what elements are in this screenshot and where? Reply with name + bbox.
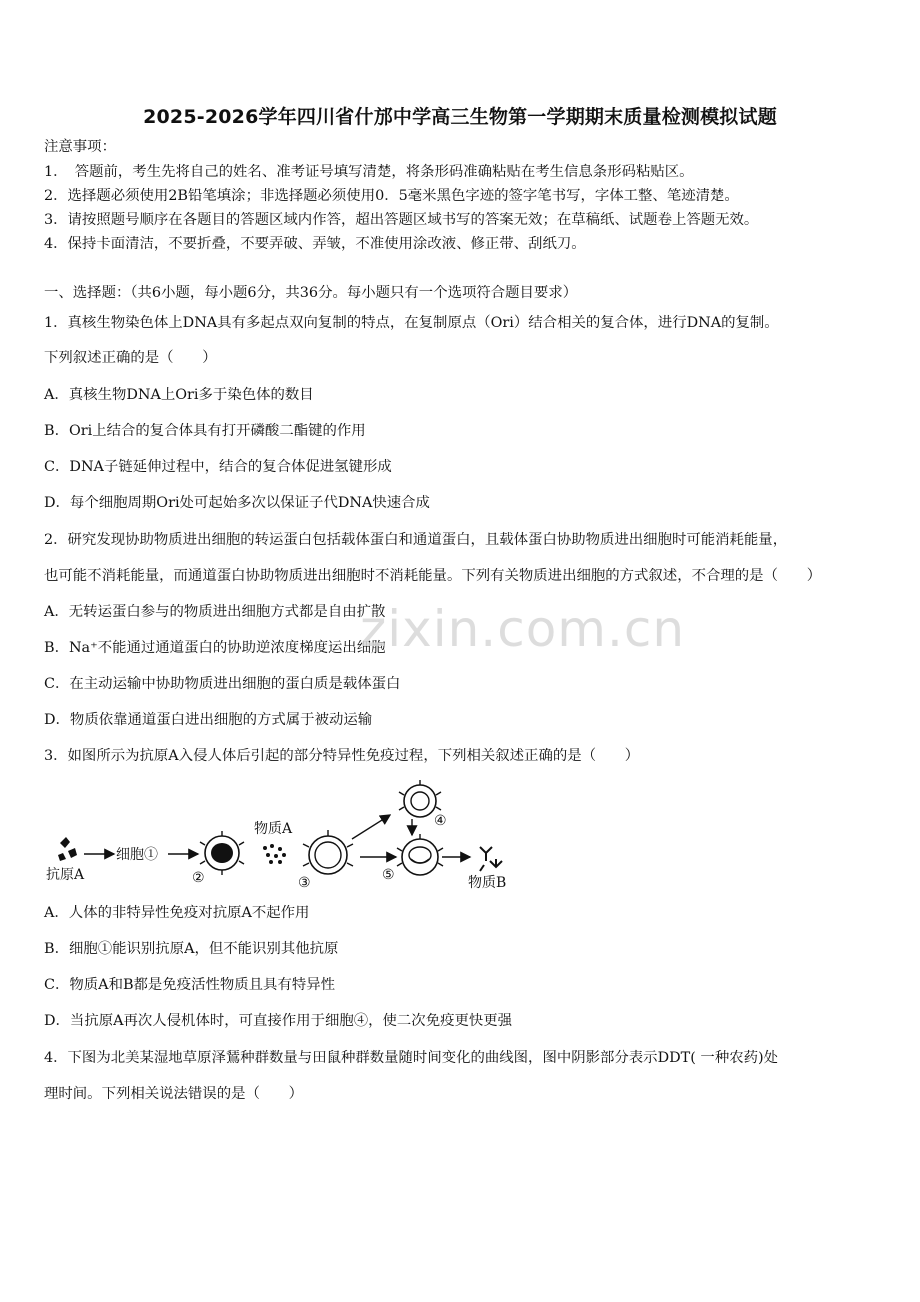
q1-stem-line-1: 1．真核生物染色体上DNA具有多起点双向复制的特点，在复制原点（Ori）结合相关的复合体，进行DNA的复制。 <box>44 315 779 331</box>
cell-5-icon <box>397 834 443 875</box>
page-title: 2025-2026学年四川省什邡中学高三生物第一学期期末质量检测模拟试题 <box>143 106 777 128</box>
cell-4-icon <box>399 780 441 817</box>
q2-stem-line-1: 2．研究发现协助物质进出细胞的转运蛋白包括载体蛋白和通道蛋白，且载体蛋白协助物质进出细胞时可能消耗能量， <box>44 532 788 548</box>
q3-option-c: C．物质A和B都是免疫活性物质且具有特异性 <box>44 977 336 993</box>
watermark: zixin.com.cn <box>360 600 686 658</box>
cell-3-icon <box>303 830 353 874</box>
q1-option-b: B．Ori上结合的复合体具有打开磷酸二酯键的作用 <box>44 423 366 439</box>
q1-option-c: C．DNA子链延伸过程中，结合的复合体促进氢键形成 <box>44 459 392 475</box>
immune-process-figure <box>40 775 520 900</box>
antigen-a-icon <box>58 837 77 861</box>
cell-1-label: 细胞① <box>116 847 158 863</box>
q3-option-a: A．人体的非特异性免疫对抗原A不起作用 <box>44 905 310 921</box>
substance-b-label: 物质B <box>468 875 507 891</box>
q4-stem-line-1: 4．下图为北美某湿地草原泽鵟种群数量与田鼠种群数量随时间变化的曲线图，图中阴影部分表示DDT( 一种农药)处 <box>44 1050 778 1066</box>
q2-option-d: D．物质依靠通道蛋白进出细胞的方式属于被动运输 <box>44 712 373 728</box>
q1-option-d: D．每个细胞周期Ori处可起始多次以保证子代DNA快速合成 <box>44 495 430 511</box>
cell-4-number: ④ <box>434 813 447 829</box>
notice-item-3: 3．请按照题号顺序在各题目的答题区域内作答，超出答题区域书写的答案无效；在草稿纸、试题卷上答题无效。 <box>44 212 759 228</box>
substance-b-icon <box>480 847 502 871</box>
section-heading: 一、选择题：（共6小题，每小题6分，共36分。每小题只有一个选项符合题目要求） <box>44 285 578 301</box>
notice-heading: 注意事项： <box>44 139 116 155</box>
arrow-3 <box>352 815 390 839</box>
substance-a-label: 物质A <box>254 821 293 837</box>
q3-option-d: D．当抗原A再次人侵机体时，可直接作用于细胞④，使二次免疫更快更强 <box>44 1013 513 1029</box>
cell-5-number: ⑤ <box>382 867 395 883</box>
substance-a-icon <box>263 844 286 864</box>
q2-option-b: B．Na⁺不能通过通道蛋白的协助逆浓度梯度运出细胞 <box>44 640 386 656</box>
q2-option-c: C．在主动运输中协助物质进出细胞的蛋白质是载体蛋白 <box>44 676 401 692</box>
notice-item-1: 1． 答题前，考生先将自己的姓名、准考证号填写清楚，将条形码准确粘贴在考生信息条形码粘贴区。 <box>44 164 694 180</box>
cell-2-icon <box>200 831 244 875</box>
notice-item-2: 2．选择题必须使用2B铅笔填涂；非选择题必须使用0．5毫米黑色字迹的签字笔书写，字体工整、笔迹清楚。 <box>44 188 739 204</box>
q1-option-a: A．真核生物DNA上Ori多于染色体的数目 <box>44 387 314 403</box>
q2-option-a: A．无转运蛋白参与的物质进出细胞方式都是自由扩散 <box>44 604 386 620</box>
q4-stem-line-2: 理时间。下列相关说法错误的是（ ） <box>44 1086 304 1102</box>
antigen-a-label: 抗原A <box>46 867 85 883</box>
q3-option-b: B．细胞①能识别抗原A，但不能识别其他抗原 <box>44 941 339 957</box>
cell-3-number: ③ <box>298 875 311 891</box>
q1-stem-line-2: 下列叙述正确的是（ ） <box>44 350 217 366</box>
q3-stem: 3．如图所示为抗原A入侵人体后引起的部分特异性免疫过程，下列相关叙述正确的是（ ） <box>44 748 640 764</box>
cell-2-number: ② <box>192 870 205 886</box>
q2-stem-line-2: 也可能不消耗能量，而通道蛋白协助物质进出细胞时不消耗能量。下列有关物质进出细胞的方式叙述，不合理的是（ ） <box>44 568 822 584</box>
notice-item-4: 4．保持卡面清洁，不要折叠，不要弄破、弄皱，不准使用涂改液、修正带、刮纸刀。 <box>44 236 586 252</box>
